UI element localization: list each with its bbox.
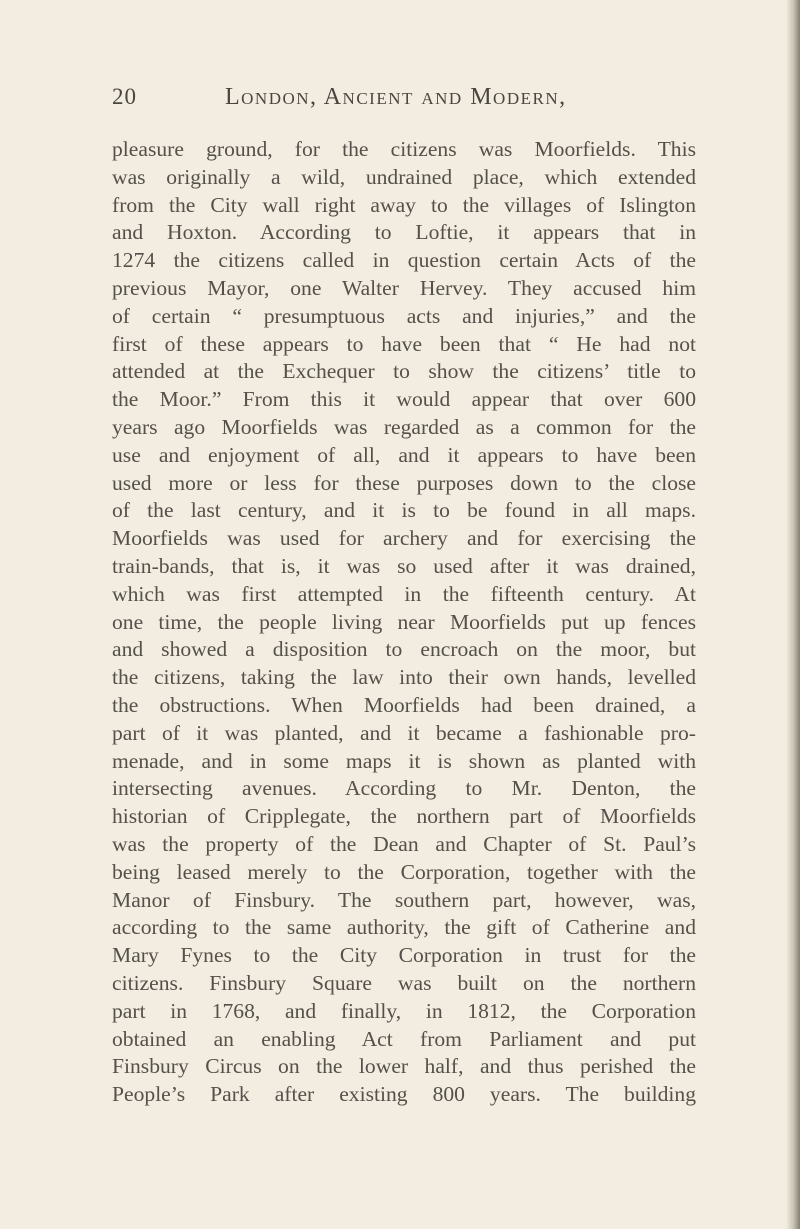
text-line: the citizens, taking the law into their own hands, levelled (112, 665, 696, 690)
text-line: part in 1768, and finally, in 1812, the Corporation (112, 998, 696, 1023)
text-line: was originally a wild, undrained place, which extended (112, 164, 696, 189)
page-header (0, 84, 800, 124)
text-line: menade, and in some maps it is shown as planted with (112, 748, 696, 773)
text-line: the obstructions. When Moorfields had been drained, a (112, 692, 696, 717)
running-title: London, Ancient and Modern, (225, 84, 567, 110)
text-line: and Hoxton. According to Loftie, it appears that in (112, 220, 696, 245)
page-number: 20 (112, 84, 137, 109)
text-line: attended at the Exchequer to show the citizens’ title to (112, 359, 696, 384)
text-line: People’s Park after existing 800 years. The building (112, 1082, 696, 1107)
text-line: was the property of the Dean and Chapter of St. Paul’s (112, 831, 696, 856)
text-line: from the City wall right away to the villages of Islington (112, 192, 696, 217)
text-line: which was first attempted in the fifteenth century. At (112, 581, 696, 606)
text-line: the Moor.” From this it would appear that over 600 (112, 387, 696, 412)
text-line: and showed a disposition to encroach on the moor, but (112, 637, 696, 662)
text-line: Mary Fynes to the City Corporation in trust for the (112, 943, 696, 968)
text-line: of the last century, and it is to be found in all maps. (112, 498, 696, 523)
text-line: pleasure ground, for the citizens was Moorfields. This (112, 137, 696, 161)
body-text (112, 136, 696, 1109)
text-line: one time, the people living near Moorfields put up fences (112, 609, 696, 634)
text-line: use and enjoyment of all, and it appears to have been (112, 442, 696, 467)
text-line: first of these appears to have been that “ He had not (112, 331, 696, 356)
text-line: of certain “ presumptuous acts and injuries,” and the (112, 303, 696, 328)
text-line: according to the same authority, the gift of Catherine and (112, 915, 696, 940)
text-line: part of it was planted, and it became a fashionable pro- (112, 720, 696, 745)
text-line: citizens. Finsbury Square was built on the northern (112, 970, 696, 995)
text-line: train-bands, that is, it was so used after it was drained, (112, 553, 696, 578)
text-line: intersecting avenues. According to Mr. Denton, the (112, 776, 696, 801)
text-line: years ago Moorfields was regarded as a common for the (112, 414, 696, 439)
page-edge-shadow (786, 0, 800, 1229)
text-line: historian of Cripplegate, the northern part of Moorfields (112, 804, 696, 829)
text-line: being leased merely to the Corporation, together with the (112, 859, 696, 884)
text-line: used more or less for these purposes down to the close (112, 470, 696, 495)
text-line: Moorfields was used for archery and for exercising the (112, 526, 696, 551)
text-line: Manor of Finsbury. The southern part, however, was, (112, 887, 696, 912)
text-line: previous Mayor, one Walter Hervey. They accused him (112, 275, 696, 300)
text-line: obtained an enabling Act from Parliament and put (112, 1026, 696, 1051)
text-line: Finsbury Circus on the lower half, and thus perished the (112, 1054, 696, 1079)
text-line: 1274 the citizens called in question certain Acts of the (112, 248, 696, 273)
